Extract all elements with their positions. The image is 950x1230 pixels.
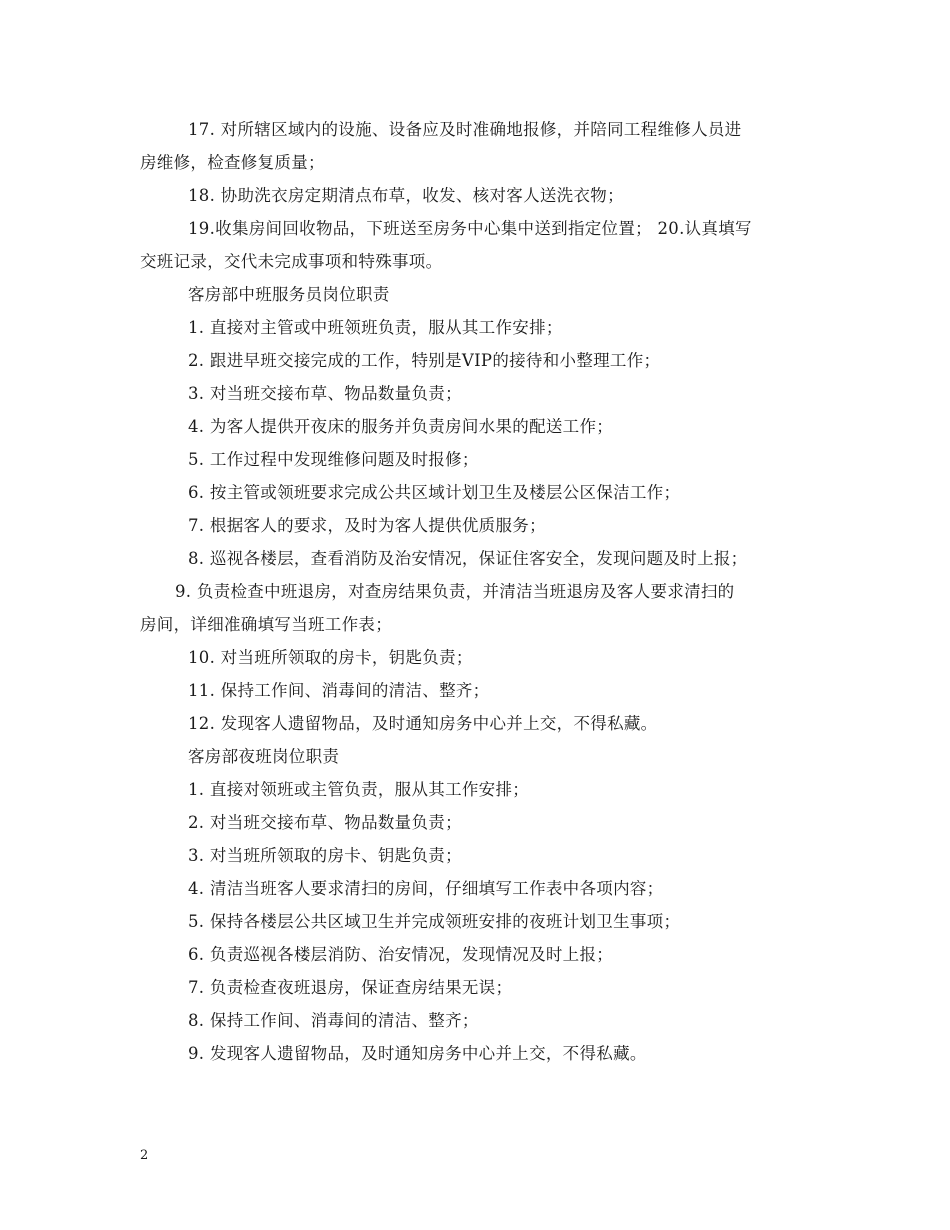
middle-shift-item-7: 7. 根据客人的要求，及时为客人提供优质服务；: [188, 516, 546, 535]
middle-shift-item-9-b: 房间，详细准确填写当班工作表；: [140, 615, 392, 634]
middle-shift-item-2: 2. 跟进早班交接完成的工作，特别是VIP的接待和小整理工作；: [188, 351, 661, 370]
night-shift-item-5: 5. 保持各楼层公共区域卫生并完成领班安排的夜班计划卫生事项；: [188, 912, 681, 931]
night-shift-item-3: 3. 对当班所领取的房卡、钥匙负责；: [188, 846, 462, 865]
middle-shift-item-1: 1. 直接对主管或中班领班负责，服从其工作安排；: [188, 318, 563, 337]
middle-shift-item-9-a: 9. 负责检查中班退房，对查房结果负责，并清洁当班退房及客人要求清扫的: [175, 582, 735, 601]
night-shift-item-4: 4. 清洁当班客人要求清扫的房间，仔细填写工作表中各项内容；: [188, 879, 664, 898]
middle-shift-item-10: 10. 对当班所领取的房卡，钥匙负责；: [188, 648, 473, 667]
middle-shift-item-6: 6. 按主管或领班要求完成公共区域计划卫生及楼层公区保洁工作；: [188, 483, 681, 502]
section-heading-night-shift: 客房部夜班岗位职责: [188, 747, 340, 766]
middle-shift-item-12: 12. 发现客人遗留物品，及时通知房务中心并上交，不得私藏。: [188, 714, 658, 733]
text-line-17-a: 17. 对所辖区域内的设施、设备应及时准确地报修，并陪同工程维修人员进: [188, 120, 742, 139]
night-shift-item-9: 9. 发现客人遗留物品，及时通知房务中心并上交，不得私藏。: [188, 1044, 647, 1063]
night-shift-item-6: 6. 负责巡视各楼层消防、治安情况，发现情况及时上报；: [188, 945, 614, 964]
middle-shift-item-3: 3. 对当班交接布草、物品数量负责；: [188, 384, 462, 403]
night-shift-item-7: 7. 负责检查夜班退房，保证查房结果无误；: [188, 978, 513, 997]
section-heading-middle-shift: 客房部中班服务员岗位职责: [188, 285, 390, 304]
text-line-17-b: 房维修，检查修复质量；: [140, 153, 325, 172]
night-shift-item-8: 8. 保持工作间、消毒间的清洁、整齐；: [188, 1011, 479, 1030]
text-line-20-b: 交班记录，交代未完成事项和特殊事项。: [140, 252, 443, 271]
text-line-19-20-a: 19.收集房间回收物品，下班送至房务中心集中送到指定位置； 20.认真填写: [188, 219, 752, 238]
page-number: 2: [140, 1148, 149, 1163]
text-line-18: 18. 协助洗衣房定期清点布草，收发、核对客人送洗衣物；: [188, 186, 624, 205]
middle-shift-item-8: 8. 巡视各楼层，查看消防及治安情况，保证住客安全，发现问题及时上报；: [188, 549, 748, 568]
middle-shift-item-11: 11. 保持工作间、消毒间的清洁、整齐；: [188, 681, 490, 700]
middle-shift-item-4: 4. 为客人提供开夜床的服务并负责房间水果的配送工作；: [188, 417, 614, 436]
night-shift-item-2: 2. 对当班交接布草、物品数量负责；: [188, 813, 462, 832]
middle-shift-item-5: 5. 工作过程中发现维修问题及时报修；: [188, 450, 479, 469]
night-shift-item-1: 1. 直接对领班或主管负责，服从其工作安排；: [188, 780, 530, 799]
